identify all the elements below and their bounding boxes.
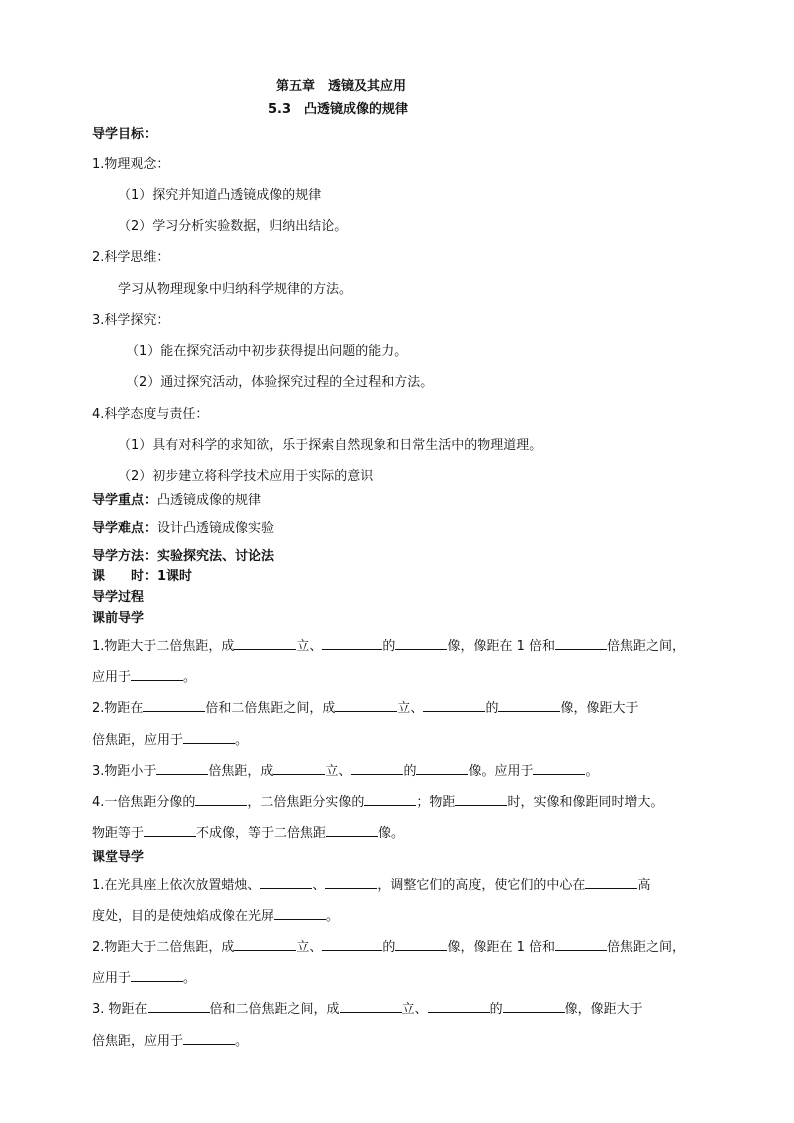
blank[interactable] bbox=[131, 667, 183, 681]
key-point-label: 导学重点： bbox=[92, 493, 158, 508]
difficulty-label: 导学难点： bbox=[92, 521, 158, 536]
chapter-title: 第五章 透镜及其应用 bbox=[276, 79, 407, 94]
text: ，调整它们的高度，使它们的中心在 bbox=[377, 878, 586, 893]
goal-3-item-b: （2）通过探究活动，体验探究过程的全过程和方法。 bbox=[126, 375, 434, 390]
text: 3. 物距在 bbox=[92, 1002, 148, 1017]
text: 1.在光具座上依次放置蜡烛、 bbox=[92, 878, 261, 893]
blank[interactable] bbox=[416, 761, 468, 775]
blank[interactable] bbox=[274, 906, 326, 920]
blank[interactable] bbox=[148, 999, 210, 1013]
blank[interactable] bbox=[273, 761, 325, 775]
text: 倍焦距之间， bbox=[606, 639, 685, 654]
goals-heading: 导学目标： bbox=[92, 127, 158, 142]
section-title: 5.3 凸透镜成像的规律 bbox=[268, 102, 409, 117]
goal-4-item-a: （1）具有对科学的求知欲，乐于探索自然现象和日常生活中的物理道理。 bbox=[118, 438, 543, 453]
key-point-value: 凸透镜成像的规律 bbox=[157, 493, 262, 508]
blank[interactable] bbox=[322, 937, 382, 951]
pre-question-4 bbox=[92, 792, 663, 812]
text: 像，像距在 1 倍和 bbox=[447, 639, 555, 654]
goal-1-item-b: （2）学习分析实验数据，归纳出结论。 bbox=[118, 219, 348, 234]
text: 2.物距在 bbox=[92, 701, 144, 716]
blank[interactable] bbox=[498, 698, 560, 712]
text: 1.物距大于二倍焦距，成 bbox=[92, 639, 235, 654]
blank[interactable] bbox=[131, 968, 183, 982]
goal-4-item-b: （2）初步建立将科学技术应用于实际的意识 bbox=[118, 469, 374, 484]
blank[interactable] bbox=[340, 999, 402, 1013]
class-question-3 bbox=[92, 999, 643, 1019]
blank[interactable] bbox=[322, 636, 382, 650]
blank[interactable] bbox=[455, 792, 507, 806]
blank[interactable] bbox=[395, 636, 447, 650]
text: 立、 bbox=[296, 639, 323, 654]
pre-question-2-cont bbox=[92, 730, 248, 750]
text: 。 bbox=[235, 1034, 249, 1049]
text: ，二倍焦距分实像的 bbox=[247, 795, 365, 810]
class-question-3-cont bbox=[92, 1031, 248, 1051]
pre-question-1-cont bbox=[92, 667, 196, 687]
text: 物距等于 bbox=[92, 826, 145, 841]
text: 2.物距大于二倍焦距，成 bbox=[92, 940, 235, 955]
text: 倍和二倍焦距之间，成 bbox=[209, 1002, 340, 1017]
class-question-1 bbox=[92, 875, 650, 895]
blank[interactable] bbox=[395, 937, 447, 951]
class-question-1-cont bbox=[92, 906, 339, 926]
text: 像，像距在 1 倍和 bbox=[447, 940, 555, 955]
blank[interactable] bbox=[156, 761, 208, 775]
goal-2-item-a: 学习从物理现象中归纳科学规律的方法。 bbox=[118, 282, 353, 297]
text: 立、 bbox=[397, 701, 424, 716]
goal-1-title: 1.物理观念： bbox=[92, 157, 170, 172]
text: 的 bbox=[382, 940, 396, 955]
blank[interactable] bbox=[183, 1031, 235, 1045]
text: 像。 bbox=[378, 826, 405, 841]
text: 应用于 bbox=[92, 670, 132, 685]
blank[interactable] bbox=[260, 875, 312, 889]
text: 不成像，等于二倍焦距 bbox=[196, 826, 327, 841]
class-question-2-cont bbox=[92, 968, 196, 988]
text: 倍焦距之间， bbox=[606, 940, 685, 955]
text: 像。应用于 bbox=[468, 764, 534, 779]
pre-question-1 bbox=[92, 636, 685, 656]
pre-class-heading: 课前导学 bbox=[92, 611, 145, 626]
text: 的 bbox=[382, 639, 396, 654]
blank[interactable] bbox=[144, 823, 196, 837]
blank[interactable] bbox=[423, 698, 485, 712]
text: 应用于 bbox=[92, 971, 132, 986]
text: 倍焦距，应用于 bbox=[92, 1034, 184, 1049]
goal-3-item-a: （1）能在探究活动中初步获得提出问题的能力。 bbox=[126, 344, 408, 359]
blank[interactable] bbox=[364, 792, 416, 806]
method: 导学方法：实验探究法、讨论法 bbox=[92, 549, 275, 564]
blank[interactable] bbox=[143, 698, 205, 712]
blank[interactable] bbox=[555, 636, 607, 650]
blank[interactable] bbox=[234, 937, 296, 951]
key-point bbox=[92, 492, 261, 510]
text: 。 bbox=[183, 670, 197, 685]
blank[interactable] bbox=[335, 698, 397, 712]
blank[interactable] bbox=[351, 761, 403, 775]
blank[interactable] bbox=[195, 792, 247, 806]
text: 。 bbox=[183, 971, 197, 986]
text: 立、 bbox=[296, 940, 323, 955]
blank[interactable] bbox=[234, 636, 296, 650]
goal-1-item-a: （1）探究并知道凸透镜成像的规律 bbox=[118, 188, 322, 203]
goal-3-title: 3.科学探究： bbox=[92, 313, 170, 328]
text: 。 bbox=[585, 764, 599, 779]
text: 3.物距小于 bbox=[92, 764, 157, 779]
text: 、 bbox=[312, 878, 326, 893]
blank[interactable] bbox=[428, 999, 490, 1013]
text: 倍和二倍焦距之间，成 bbox=[205, 701, 336, 716]
class-question-2 bbox=[92, 937, 685, 957]
blank[interactable] bbox=[503, 999, 565, 1013]
blank[interactable] bbox=[585, 875, 637, 889]
text: 时，实像和像距同时增大。 bbox=[507, 795, 664, 810]
blank[interactable] bbox=[555, 937, 607, 951]
text: 度处，目的是使烛焰成像在光屏 bbox=[92, 909, 275, 924]
blank[interactable] bbox=[326, 823, 378, 837]
text: 高 bbox=[637, 878, 651, 893]
goal-2-title: 2.科学思维： bbox=[92, 250, 170, 265]
text: 4.一倍焦距分像的 bbox=[92, 795, 196, 810]
blank[interactable] bbox=[325, 875, 377, 889]
pre-question-2 bbox=[92, 698, 638, 718]
in-class-heading: 课堂导学 bbox=[92, 850, 145, 865]
process-heading: 导学过程 bbox=[92, 590, 145, 605]
difficulty bbox=[92, 520, 274, 538]
text: ；物距 bbox=[416, 795, 456, 810]
pre-question-3 bbox=[92, 761, 598, 781]
text: 倍焦距，应用于 bbox=[92, 733, 184, 748]
text: 像，像距大于 bbox=[564, 1002, 643, 1017]
text: 像，像距大于 bbox=[560, 701, 639, 716]
goal-4-title: 4.科学态度与责任： bbox=[92, 407, 209, 422]
text: 立、 bbox=[401, 1002, 428, 1017]
text: 。 bbox=[235, 733, 249, 748]
blank[interactable] bbox=[533, 761, 585, 775]
class-hours: 课 时：1课时 bbox=[92, 569, 193, 584]
pre-question-4-cont bbox=[92, 823, 404, 843]
text: 倍焦距，成 bbox=[208, 764, 274, 779]
text: 。 bbox=[326, 909, 340, 924]
text: 的 bbox=[485, 701, 499, 716]
difficulty-value: 设计凸透镜成像实验 bbox=[157, 521, 275, 536]
blank[interactable] bbox=[183, 730, 235, 744]
text: 立、 bbox=[325, 764, 352, 779]
text: 的 bbox=[489, 1002, 503, 1017]
text: 的 bbox=[403, 764, 417, 779]
